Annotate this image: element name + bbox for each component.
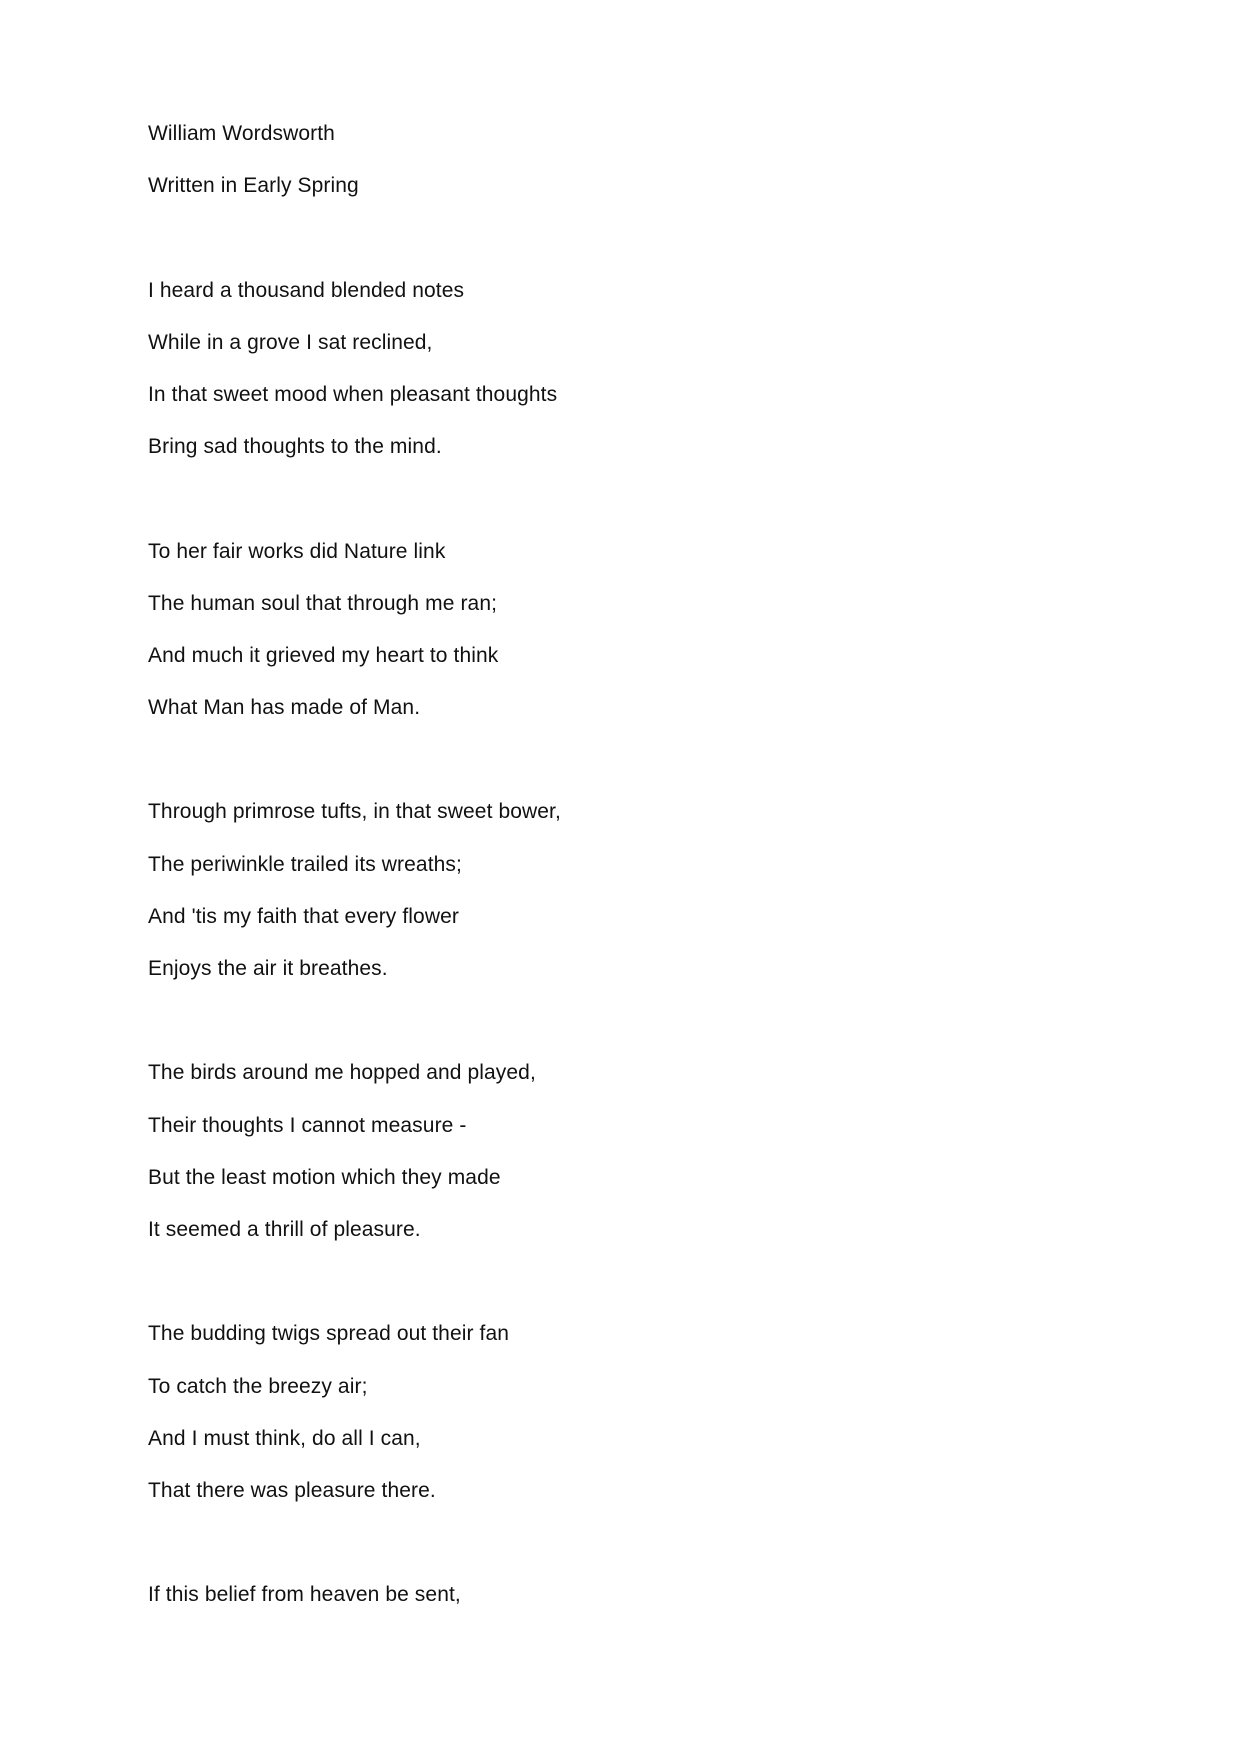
stanza-4 — [148, 1047, 1048, 1256]
poem-line: But the least motion which they made — [148, 1165, 501, 1189]
poem-line: Enjoys the air it breathes. — [148, 957, 388, 980]
poem-line: While in a grove I sat reclined, — [148, 330, 433, 354]
stanza-5 — [148, 1308, 1048, 1517]
poem-text-block — [148, 108, 1048, 1621]
poem-line: In that sweet mood when pleasant thoughts — [148, 382, 558, 406]
poem-line: What Man has made of Man. — [148, 696, 421, 720]
stanza-gap — [148, 212, 1048, 264]
author-name: William Wordsworth — [148, 122, 335, 145]
poem-line: And I must think, do all I can, — [148, 1426, 421, 1450]
poem-line: To catch the breezy air; — [148, 1374, 368, 1398]
poem-line: And much it grieved my heart to think — [148, 643, 499, 667]
poem-line: And 'tis my faith that every flower — [148, 904, 459, 928]
poem-line: Bring sad thoughts to the mind. — [148, 435, 442, 459]
poem-line: To her fair works did Nature link — [148, 539, 446, 563]
stanza-gap — [148, 734, 1048, 786]
poem-line: If this belief from heaven be sent, — [148, 1583, 461, 1607]
stanza-3 — [148, 786, 1048, 995]
poem-line: I heard a thousand blended notes — [148, 278, 465, 302]
poem-line: The birds around me hopped and played, — [148, 1061, 536, 1085]
stanza-2 — [148, 526, 1048, 735]
stanza-1 — [148, 265, 1048, 474]
poem-title: Written in Early Spring — [148, 174, 359, 198]
stanza-6 — [148, 1569, 1048, 1621]
poem-line: Through primrose tufts, in that sweet bower, — [148, 800, 561, 824]
poem-line: The human soul that through me ran; — [148, 591, 498, 615]
poem-line: That there was pleasure there. — [148, 1478, 436, 1502]
poem-line: The budding twigs spread out their fan — [148, 1322, 510, 1346]
poem-line: The periwinkle trailed its wreaths; — [148, 852, 462, 876]
stanza-gap — [148, 1256, 1048, 1308]
poem-line: It seemed a thrill of pleasure. — [148, 1217, 421, 1241]
poem-line: Their thoughts I cannot measure - — [148, 1113, 467, 1137]
stanza-gap — [148, 1517, 1048, 1569]
stanza-gap — [148, 473, 1048, 525]
stanza-gap — [148, 995, 1048, 1047]
